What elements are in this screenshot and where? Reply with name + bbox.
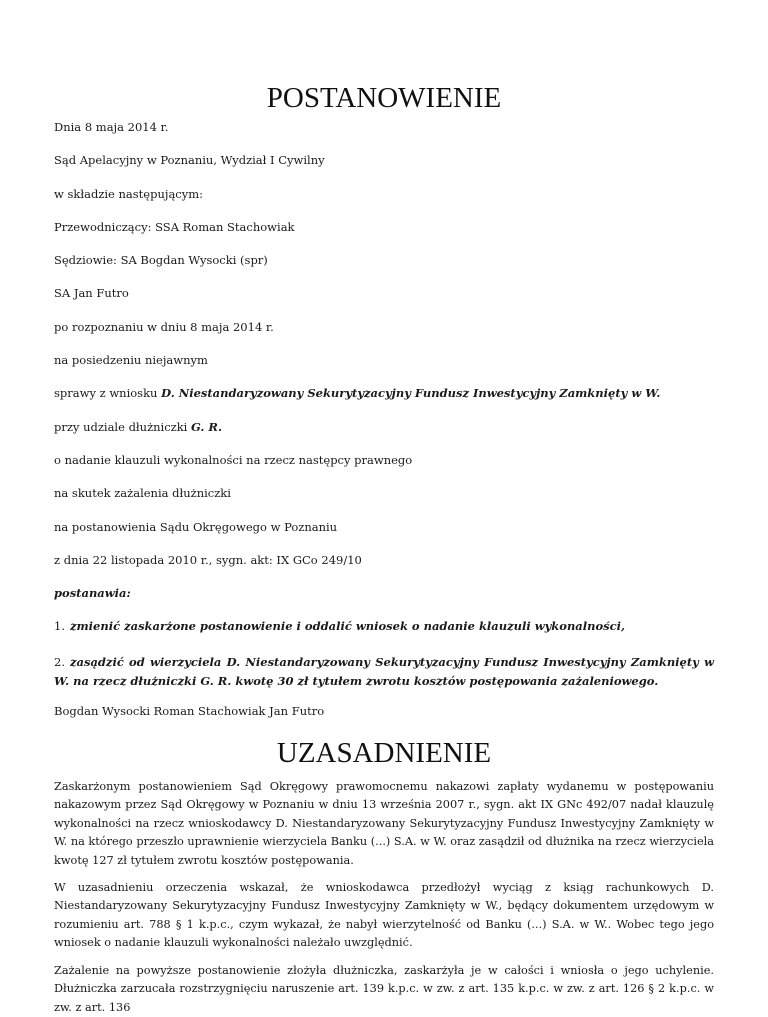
court-line: Sąd Apelacyjny w Poznaniu, Wydział I Cywilny bbox=[54, 153, 325, 168]
appeal-line: na skutek zażalenia dłużniczki bbox=[54, 486, 231, 501]
reference-line: z dnia 22 listopada 2010 r., sygn. akt: IX GCo 249/10 bbox=[54, 552, 362, 567]
debtor-line bbox=[54, 420, 714, 435]
against-line: na postanowienia Sądu Okręgowego w Poznaniu bbox=[54, 519, 338, 534]
chair-line: Przewodniczący: SSA Roman Stachowiak bbox=[54, 219, 295, 234]
justification-paragraph: Zaskarżonym postanowieniem Sąd Okręgowy prawomocnemu nakazowi zapłaty wydanemu w postępowaniu nakazowym przez Sąd Okręgowy w Poznaniu w dniu 13 września 2007 r., sygn. akt IX GNc 492/07 nadał klauzulę wykonalności na rzecz wnioskodawcy D. Niestandaryzowany Sekurytyzacyjny Fundusz Inwestycyjny Zamknięty w W. na którego przeszło uprawnienie wierzyciela Banku (...) S.A. w W. oraz zasądził od dłużnika na rzecz wierzyciela kwotę 127 zł tytułem zwrotu kosztów postępowania. bbox=[54, 780, 714, 867]
hearing-line: po rozpoznaniu w dniu 8 maja 2014 r. bbox=[54, 319, 274, 334]
signatures-line: Bogdan Wysocki Roman Stachowiak Jan Futro bbox=[54, 703, 325, 718]
ruling-item-1 bbox=[54, 619, 714, 634]
ruling-item-text: zasądzić od wierzyciela D. Niestandaryzowany Sekurytyzacyjny Fundusz Inwestycyjny Zamknięty w W. na rzecz dłużniczki G. R. kwotę 30 zł tytułem zwrotu kosztów postępowania zażaleniowego. bbox=[54, 654, 714, 688]
case-prefix: sprawy z wniosku bbox=[54, 386, 162, 401]
document-title: POSTANOWIENIE bbox=[266, 82, 502, 114]
debtor-prefix: przy udziale dłużniczki bbox=[54, 419, 192, 434]
case-line bbox=[54, 386, 714, 401]
justification-paragraph: Zażalenie na powyższe postanowienie złożyła dłużniczka, zaskarżyła je w całości i wniosła o jego uchylenie. Dłużniczka zarzucała rozstrzygnięciu naruszenie art. 139 k.p.c. w zw. z art. 135 k.p.c. w zw. z art. 126 § 2 k.p.c. w zw. z art. 136 bbox=[54, 963, 714, 1014]
composition-line: w składzie następującym: bbox=[54, 186, 204, 201]
justification-title: UZASADNIENIE bbox=[276, 737, 492, 770]
ruling-item-number: 2. bbox=[54, 654, 65, 669]
debtor-name: G. R. bbox=[191, 419, 222, 434]
applicant-name: D. Niestandaryzowany Sekurytyzacyjny Fundusz Inwestycyjny Zamknięty w W. bbox=[161, 386, 661, 401]
judge2-line: SA Jan Futro bbox=[54, 286, 129, 301]
judges-line: Sędziowie: SA Bogdan Wysocki (spr) bbox=[54, 253, 268, 268]
ruling-item-2 bbox=[54, 653, 714, 691]
ruling-heading: postanawia: bbox=[54, 586, 131, 601]
session-line: na posiedzeniu niejawnym bbox=[54, 353, 208, 368]
subject-line: o nadanie klauzuli wykonalności na rzecz następcy prawnego bbox=[54, 452, 413, 467]
ruling-item-number: 1. bbox=[54, 619, 65, 634]
date-line: Dnia 8 maja 2014 r. bbox=[54, 120, 169, 134]
justification-paragraph: W uzasadnieniu orzeczenia wskazał, że wnioskodawca przedłożył wyciąg z ksiąg rachunkowych D. Niestandaryzowany Sekurytyzacyjny Fundusz Inwestycyjny Zamknięty w W., będący dokumentem urzędowym w rozumieniu art. 788 § 1 k.p.c., czym wykazał, że nabył wierzytelność od Banku (...) S.A. w W.. Wobec tego jego wniosek o nadanie klauzuli wykonalności należało uwzględnić. bbox=[54, 881, 714, 950]
ruling-item-text: zmienić zaskarżone postanowienie i oddalić wniosek o nadanie klauzuli wykonalności, bbox=[69, 619, 626, 634]
